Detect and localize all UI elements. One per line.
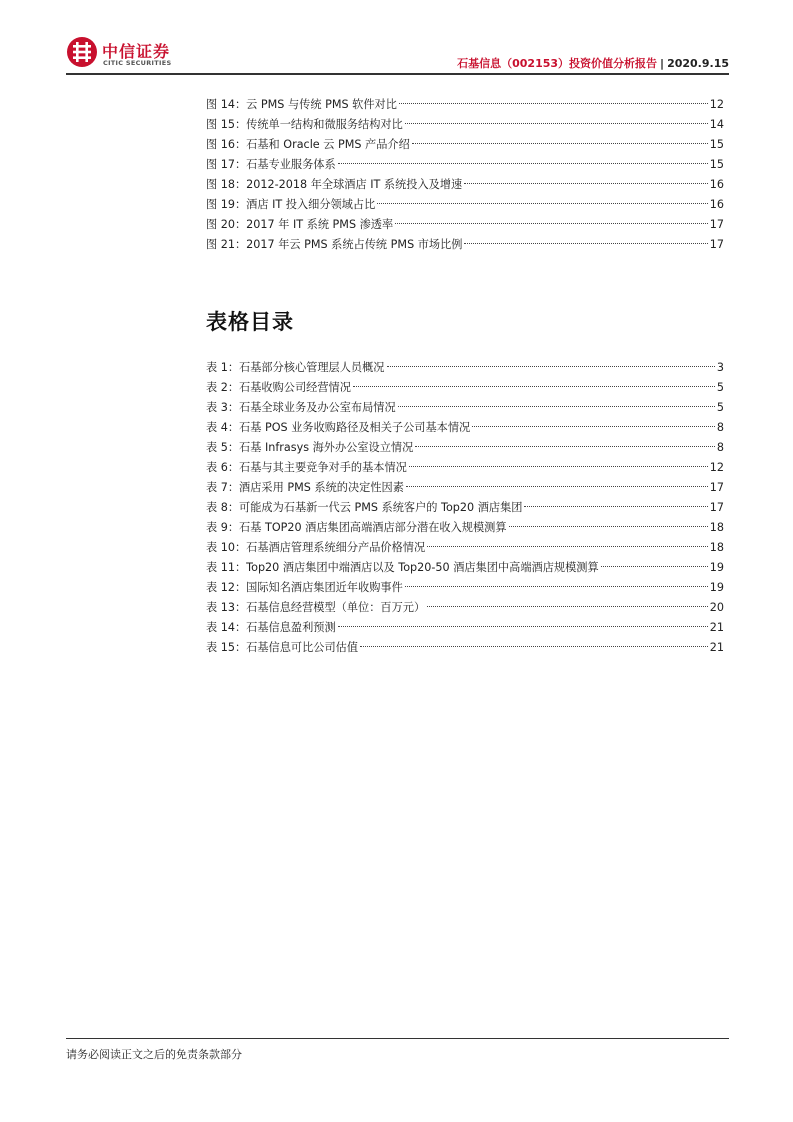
figure-toc-entry[interactable] <box>206 115 724 135</box>
toc-page-number: 8 <box>716 421 724 434</box>
toc-page-number: 15 <box>709 138 724 151</box>
table-toc-entry[interactable] <box>206 598 724 618</box>
dot-leader <box>415 446 715 447</box>
dot-leader <box>409 466 708 467</box>
table-toc-entry[interactable] <box>206 618 724 638</box>
toc-entry-label: 表 4：石基 POS 业务收购路径及相关子公司基本情况 <box>206 421 471 434</box>
logo-english-name: CITIC SECURITIES <box>103 59 172 67</box>
figure-toc-entry[interactable] <box>206 195 724 215</box>
toc-entry-label: 图 21：2017 年云 PMS 系统占传统 PMS 市场比例 <box>206 238 463 251</box>
dot-leader <box>405 586 708 587</box>
table-toc-entry[interactable] <box>206 518 724 538</box>
footer-divider <box>66 1038 729 1039</box>
toc-page-number: 3 <box>716 361 724 374</box>
toc-entry-label: 表 8：可能成为石基新一代云 PMS 系统客户的 Top20 酒店集团 <box>206 501 523 514</box>
toc-entry-label: 表 15：石基信息可比公司估值 <box>206 641 359 654</box>
table-toc-entry[interactable] <box>206 458 724 478</box>
report-title <box>457 55 729 71</box>
toc-entry-label: 表 13：石基信息经营模型（单位：百万元） <box>206 601 426 614</box>
toc-page-number: 18 <box>709 521 724 534</box>
figure-toc-entry[interactable] <box>206 95 724 115</box>
table-toc-entry[interactable] <box>206 418 724 438</box>
figure-toc-entry[interactable] <box>206 155 724 175</box>
table-toc-entry[interactable] <box>206 398 724 418</box>
toc-page-number: 17 <box>709 481 724 494</box>
dot-leader <box>464 243 707 244</box>
title-separator: | <box>660 57 665 70</box>
logo-chinese-name: 中信证券 <box>102 42 171 61</box>
dot-leader <box>387 366 715 367</box>
toc-entry-label: 图 16：石基和 Oracle 云 PMS 产品介绍 <box>206 138 410 151</box>
dot-leader <box>398 406 715 407</box>
figure-toc-entry[interactable] <box>206 175 724 195</box>
toc-entry-label: 表 12：国际知名酒店集团近年收购事件 <box>206 581 403 594</box>
toc-entry-label: 图 19：酒店 IT 投入细分领域占比 <box>206 198 376 211</box>
toc-page-number: 5 <box>716 381 724 394</box>
table-toc-entry[interactable] <box>206 538 724 558</box>
toc-page-number: 18 <box>709 541 724 554</box>
toc-entry-label: 表 5：石基 Infrasys 海外办公室设立情况 <box>206 441 414 454</box>
toc-entry-label: 表 11：Top20 酒店集团中端酒店以及 Top20-50 酒店集团中高端酒店规模测算 <box>206 561 599 574</box>
table-toc-entry[interactable] <box>206 438 724 458</box>
dot-leader <box>399 103 708 104</box>
toc-page-number: 17 <box>709 238 724 251</box>
toc-entry-label: 表 3：石基全球业务及办公室布局情况 <box>206 401 396 414</box>
toc-entry-label: 图 15：传统单一结构和微服务结构对比 <box>206 118 403 131</box>
toc-page-number: 8 <box>716 441 724 454</box>
section-title-tables: 表格目录 <box>206 310 294 334</box>
figure-toc-entry[interactable] <box>206 135 724 155</box>
toc-entry-label: 表 7：酒店采用 PMS 系统的决定性因素 <box>206 481 404 494</box>
figure-toc-entry[interactable] <box>206 215 724 235</box>
table-toc-entry[interactable] <box>206 358 724 378</box>
toc-page-number: 20 <box>709 601 724 614</box>
toc-entry-label: 表 6：石基与其主要竞争对手的基本情况 <box>206 461 407 474</box>
figure-list <box>206 95 724 255</box>
dot-leader <box>360 646 708 647</box>
dot-leader <box>395 223 708 224</box>
dot-leader <box>338 626 708 627</box>
toc-entry-label: 图 14：云 PMS 与传统 PMS 软件对比 <box>206 98 397 111</box>
table-toc-entry[interactable] <box>206 498 724 518</box>
toc-page-number: 15 <box>709 158 724 171</box>
citic-emblem-icon <box>66 36 98 68</box>
table-list <box>206 358 724 658</box>
dot-leader <box>427 606 708 607</box>
report-title-text: 石基信息（002153）投资价值分析报告 <box>457 57 658 70</box>
toc-page-number: 14 <box>709 118 724 131</box>
table-toc-entry[interactable] <box>206 558 724 578</box>
toc-entry-label: 表 2：石基收购公司经营情况 <box>206 381 351 394</box>
toc-entry-label: 图 17：石基专业服务体系 <box>206 158 336 171</box>
toc-page-number: 12 <box>709 98 724 111</box>
toc-entry-label: 表 14：石基信息盈利预测 <box>206 621 336 634</box>
toc-entry-label: 表 9：石基 TOP20 酒店集团高端酒店部分潜在收入规模测算 <box>206 521 507 534</box>
dot-leader <box>377 203 707 204</box>
dot-leader <box>601 566 708 567</box>
dot-leader <box>405 123 708 124</box>
toc-entry-label: 表 1：石基部分核心管理层人员概况 <box>206 361 385 374</box>
toc-page-number: 19 <box>709 581 724 594</box>
dot-leader <box>427 546 708 547</box>
toc-page-number: 16 <box>709 198 724 211</box>
table-toc-entry[interactable] <box>206 378 724 398</box>
dot-leader <box>472 426 715 427</box>
table-toc-entry[interactable] <box>206 638 724 658</box>
dot-leader <box>509 526 708 527</box>
dot-leader <box>338 163 708 164</box>
report-date: 2020.9.15 <box>667 57 729 70</box>
figure-toc-entry[interactable] <box>206 235 724 255</box>
citic-securities-logo <box>66 36 186 74</box>
dot-leader <box>524 506 707 507</box>
toc-page-number: 21 <box>709 641 724 654</box>
toc-page-number: 21 <box>709 621 724 634</box>
toc-entry-label: 图 20：2017 年 IT 系统 PMS 渗透率 <box>206 218 394 231</box>
table-toc-entry[interactable] <box>206 578 724 598</box>
dot-leader <box>464 183 708 184</box>
dot-leader <box>353 386 715 387</box>
toc-page-number: 16 <box>709 178 724 191</box>
dot-leader <box>412 143 708 144</box>
header-divider <box>66 73 729 75</box>
toc-page-number: 12 <box>709 461 724 474</box>
toc-page-number: 5 <box>716 401 724 414</box>
toc-entry-label: 表 10：石基酒店管理系统细分产品价格情况 <box>206 541 426 554</box>
dot-leader <box>406 486 708 487</box>
toc-page-number: 19 <box>709 561 724 574</box>
table-toc-entry[interactable] <box>206 478 724 498</box>
toc-entry-label: 图 18：2012-2018 年全球酒店 IT 系统投入及增速 <box>206 178 463 191</box>
toc-page-number: 17 <box>709 218 724 231</box>
footer-disclaimer: 请务必阅读正文之后的免责条款部分 <box>66 1048 242 1061</box>
toc-page-number: 17 <box>709 501 724 514</box>
page-header <box>66 36 729 76</box>
